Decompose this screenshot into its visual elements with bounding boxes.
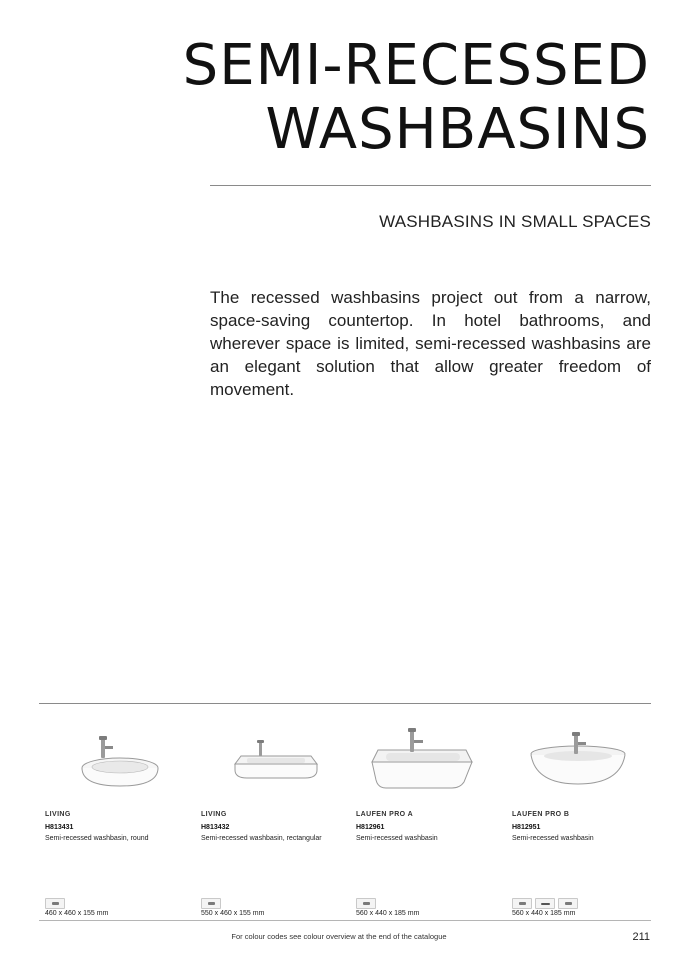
square-basin-image — [356, 718, 506, 800]
product-series: LIVING — [45, 811, 71, 818]
product-card[interactable] — [45, 718, 195, 923]
product-card[interactable] — [356, 718, 506, 923]
colour-chips — [356, 898, 376, 908]
product-code: H813432 — [201, 824, 230, 831]
basin-symbol-icon — [45, 898, 65, 909]
product-description: Semi-recessed washbasin — [512, 835, 594, 842]
colour-chips — [201, 898, 221, 908]
product-series: LIVING — [201, 811, 227, 818]
product-dimensions: 550 x 460 x 155 mm — [201, 910, 265, 917]
page-number: 211 — [632, 931, 650, 943]
rectangular-basin-image — [201, 718, 351, 800]
overflow-symbol-icon — [558, 898, 578, 909]
header-divider — [210, 185, 651, 186]
product-dimensions: 560 x 440 x 185 mm — [512, 910, 576, 917]
round-basin-image — [45, 718, 195, 800]
product-dimensions: 460 x 460 x 155 mm — [45, 910, 109, 917]
product-card[interactable] — [512, 718, 662, 923]
product-dimensions: 560 x 440 x 185 mm — [356, 910, 420, 917]
page-title — [183, 34, 650, 162]
basin-symbol-icon — [201, 898, 221, 909]
product-description: Semi-recessed washbasin, round — [45, 835, 149, 842]
product-code: H812961 — [356, 824, 385, 831]
basin-symbol-icon — [512, 898, 532, 909]
colour-chips — [512, 898, 578, 908]
oval-basin-image — [512, 718, 662, 800]
products-divider — [39, 703, 651, 704]
footer-divider — [39, 920, 651, 921]
intro-paragraph: The recessed washbasins project out from a narrow, space-saving countertop. In hotel bathrooms, and wherever space is limited, semi-recessed washbasins are an elegant solution that allow greater freedom of movement. — [210, 288, 651, 399]
tap-hole-symbol-icon — [535, 898, 555, 909]
product-series: LAUFEN PRO A — [356, 811, 414, 818]
product-description: Semi-recessed washbasin, rectangular — [201, 835, 322, 842]
section-subtitle: WASHBASINS IN SMALL SPACES — [379, 212, 651, 231]
title-line-1: SEMI-RECESSED — [182, 33, 650, 98]
product-description: Semi-recessed washbasin — [356, 835, 438, 842]
product-grid — [45, 718, 651, 923]
basin-symbol-icon — [356, 898, 376, 909]
colour-chips — [45, 898, 65, 908]
product-code: H813431 — [45, 824, 74, 831]
title-line-2: WASHBASINS — [265, 97, 650, 162]
footer-note: For colour codes see colour overview at the end of the catalogue — [231, 932, 447, 941]
product-card[interactable] — [201, 718, 351, 923]
product-series: LAUFEN PRO B — [512, 811, 570, 818]
product-code: H812951 — [512, 824, 541, 831]
